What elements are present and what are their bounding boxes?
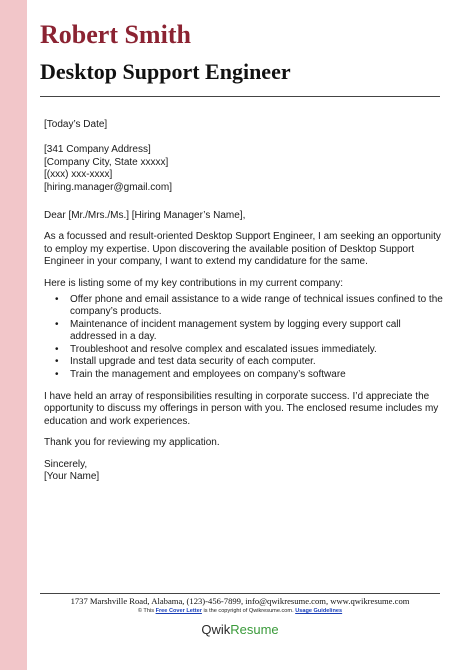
- recipient-address: [44, 144, 444, 194]
- list-item-text: Troubleshoot and resolve complex and escalated issues immediately.: [70, 343, 377, 355]
- paragraph-opening: As a focussed and result-oriented Desktop Support Engineer, I am seeking an opportunity to employ my expertise. Upon discovering the available position of Desktop Support Engineer in your company, I want to extend my candidature for the same.: [44, 231, 441, 268]
- decorative-side-bar: [0, 0, 27, 670]
- address-line: [Company City, State xxxxx]: [44, 156, 169, 168]
- free-cover-letter-link[interactable]: Free Cover Letter: [155, 608, 202, 614]
- bullet-icon: •: [55, 294, 59, 306]
- list-item-text: Offer phone and email assistance to a wide range of technical issues confined to the company’s products.: [70, 294, 443, 318]
- thanks-line: Thank you for reviewing my application.: [44, 437, 220, 449]
- job-title: Desktop Support Engineer: [40, 59, 291, 84]
- candidate-name: Robert Smith: [40, 20, 191, 49]
- header-divider: [40, 96, 440, 97]
- bullet-icon: •: [55, 343, 59, 355]
- signature: [Your Name]: [44, 470, 100, 482]
- contributions-list: [44, 294, 444, 381]
- logo-part-qwik: Qwik: [201, 622, 231, 637]
- bullet-icon: •: [55, 318, 59, 330]
- list-item: [55, 368, 444, 381]
- letter-body: [44, 119, 444, 483]
- logo-part-resume: Resume: [230, 622, 279, 637]
- address-line: [hiring.manager@gmail.com]: [44, 181, 172, 193]
- copyright-notice: [40, 608, 440, 614]
- paragraph-closing: I have held an array of responsibilities resulting in corporate success. I’d appreciate the opportunity to discuss my offerings in person with you. The enclosed resume includes my education and work experiences.: [44, 390, 439, 427]
- list-item-text: Maintenance of incident management system by logging every support call addressed in a day.: [70, 318, 401, 343]
- closing: Sincerely,: [44, 458, 88, 470]
- copyright-middle: is the copyright of Qwikresume.com.: [203, 608, 294, 614]
- contributions-intro: Here is listing some of my key contributions in my current company:: [44, 277, 343, 289]
- letter-date: [Today’s Date]: [44, 119, 108, 130]
- list-item-text: Install upgrade and test data security of each computer.: [70, 356, 316, 368]
- list-item: [55, 356, 444, 368]
- qwikresume-logo[interactable]: [40, 622, 440, 637]
- list-item-text: Train the management and employees on company’s software: [70, 368, 346, 380]
- list-item: [55, 318, 444, 344]
- list-item: [55, 294, 444, 319]
- bullet-icon: •: [55, 368, 59, 380]
- usage-guidelines-link[interactable]: Usage Guidelines: [295, 608, 343, 614]
- address-line: [(xxx) xxx-xxxx]: [44, 169, 113, 181]
- footer-contact: 1737 Marshville Road, Alabama, (123)-456-7899, info@qwikresume.com, www.qwikresume.com: [70, 596, 410, 606]
- footer-divider: [40, 593, 440, 594]
- salutation: Dear [Mr./Mrs./Ms.] [Hiring Manager’s Name],: [44, 210, 246, 222]
- copyright-prefix: © This: [137, 608, 155, 614]
- address-line: [341 Company Address]: [44, 144, 151, 156]
- list-item: [55, 343, 444, 356]
- bullet-icon: •: [55, 356, 59, 368]
